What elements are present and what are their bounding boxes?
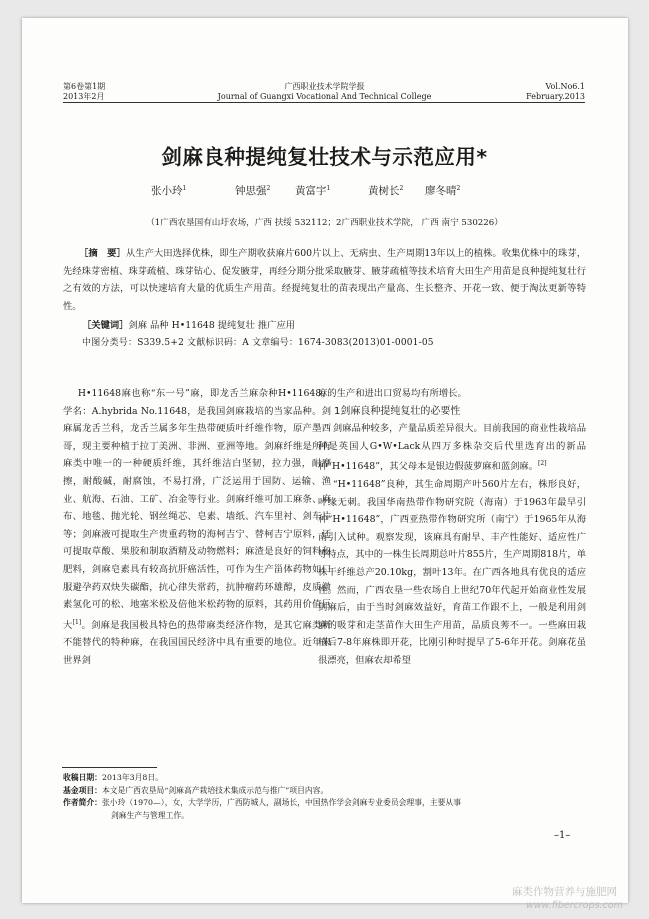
paper-title: 剑麻良种提纯复壮技术与示范应用* [161,145,488,169]
body-right-column [318,385,586,670]
footnote-rule [62,767,157,768]
keywords-label: ［关键词］ [82,320,129,331]
abstract [63,245,586,315]
author: 张小玲$^1$ [151,185,187,197]
keywords [82,317,295,331]
body-paragraph: 剑麻品种较多，产量品质差异很大。目前我国的商业性栽培品种是英国人G•W•Lack从四万多株杂交后代里选育出的新品种“H•11648”，其父母本是银边假菠萝麻和蓝剑麻。[2] [318,423,586,473]
abstract-text: 从生产大田选择优株，即生产期收获麻片600片以上、无病虫、生产周期13年以上的植株。收集优株中的珠芽，先经珠芽密植、珠芽疏植、珠芽钻心、促发腋芽，再经分期分批采取腋芽、腋芽疏植等技术培育大田生产用苗是良种提纯复壮行之有效的方法，可以快速培育大量的优质生产用苗。经提纯复壮的苗表现出产量高、生长整齐、开花一致、便于淘汰更新等特性。 [63,248,586,312]
keywords-text: 剑麻 品种 H•11648 提纯复壮 推广应用 [128,320,296,331]
body-paragraph: “H•11648”良种，其生命周期产叶560片左右，株形良好，叶缘无刺。我国华南热带作物研究院（海南）于1963年最早引种“H•11648”，广西亚热带作物研究所（南宁）于1965年从海南引入试种。观察发现，该麻具有耐旱、丰产性能好、适应性广等特点，其中的一株生长周期总叶片855片，生产周期818片，单株干纤维总产20.10kg，割叶13年。在广西各地具有优良的适应性。然而，广西农垦一些农场自上世纪70年代起开始商业性发展剑麻后，由于当时剑麻效益好，育苗工作跟不上，一般是利用剑麻的吸芽和走茎苗作大田生产用苗，品质良莠不一。一些麻田栽植后7-8年麻株即开花，比刚引种时提早了5-6年开花。剑麻花虽很漂亮，但麻农却希望 [318,478,586,666]
classification-line: 中图分类号：S339.5+2 文献标识码：A 文章编号：1674-3083(2013)01-0001-05 [82,338,434,348]
header-volume-en: Vol.No6.1 February.2013 [526,82,585,101]
header-journal: 广西职业技术学院学报 Journal of Guangxi Vocational And Technical College [217,82,432,101]
footnote-author-cont: 剑麻生产与管理工作。 [111,810,189,820]
header-rule [63,102,585,103]
author: 廖冬晴$^2$ [425,185,461,197]
citation: [1] [72,618,82,626]
author: 黄树长$^2$ [368,185,404,197]
page-number: –1– [554,830,571,841]
citation: [2] [538,460,547,468]
body-paragraph: H•11648麻也称“东一号”麻，即龙舌兰麻杂种H•11648，学名：A.hybrida No.11648，是我国剑麻栽培的当家品种。剑麻属龙舌兰科，龙舌兰属多年生热带硬质叶纤维作物，原产墨西哥，现主要种植于拉丁美洲、非洲、亚洲等地。剑麻纤维是所有麻类中唯一的一种硬质纤维，其纤维洁白坚韧，拉力强，耐摩擦，耐酸碱，耐腐蚀，不易打滑，广泛运用于国防、运输、渔业、航海、石油、工矿、冶金等行业。剑麻纤维可加工麻条、麻布、地毯、抛光轮、钢丝绳芯、皂素、墙纸、汽车里衬、剑车片等；剑麻液可提取生产贵重药物的海柯吉宁、替柯吉宁原料，还可提取草酸、果胶和制取酒精及动物燃料；麻渣是良好的饲料和肥料，剑麻皂素具有较高抗肝癌活性，可作为生产甾体药物如口服避孕药双炔失碳酯，抗心律失常药，抗肿瘤药环雄醇，皮质激素氢化可的松、地塞米松及倍他米松药物的原料，其药用价值巨大[1]。剑麻是我国极具特色的热带麻类经济作物，是其它麻类所不能替代的特种麻，在我国国民经济中具有重要的地位。近年来世界剑 [63,388,331,666]
footnote-author: 作者简介：张小玲（1970—），女，大学学历，广西防城人，副场长，中国热作学会剑麻专业委员会理事，主要从事 [63,798,461,807]
body-left-column [63,385,331,670]
header-volume: 第6卷第1期 2013年2月 [63,82,106,101]
author: 钟思强$^2$ [235,185,271,197]
body-paragraph: 麻的生产和进出口贸易均有所增长。 [318,388,467,399]
footnote-fund: 基金项目：本文是广西农垦局“剑麻高产栽培技术集成示范与推广”项目内容。 [63,785,329,795]
footnote-received: 收稿日期：2013年3月8日。 [63,773,163,782]
footnotes [63,772,583,822]
author: 黄富宇$^1$ [295,185,331,197]
abstract-label: ［摘 要］ [79,248,126,259]
watermark-en: www.fibercrops.com [526,900,623,911]
section-heading: 1剑麻良种提纯复壮的必要性 [334,405,461,417]
watermark-cn: 麻类作物营养与施肥网 [512,886,617,898]
affiliation: （1广西农垦国有山圩农场，广西 扶绥 532112；2广西职业技术学院， 广西 南宁 530226） [146,218,503,228]
